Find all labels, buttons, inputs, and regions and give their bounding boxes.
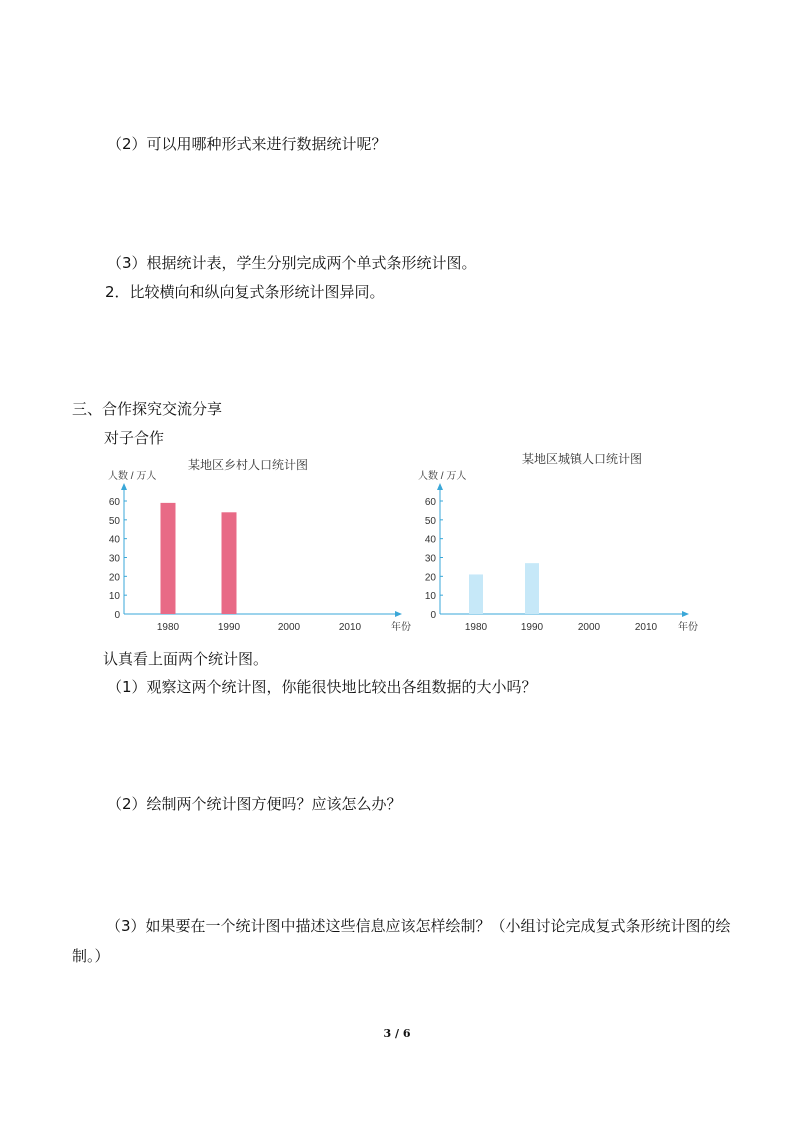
chart-title: 某地区城镇人口统计图: [521, 452, 643, 466]
y-tick-label: 50: [424, 515, 436, 527]
y-tick-label: 0: [114, 610, 120, 621]
y-axis-label: 人数 / 万人: [418, 471, 467, 482]
section-title-3: 三、合作探究交流分享: [72, 400, 223, 418]
y-tick-label: 40: [424, 534, 436, 546]
item-2: 2．比较横向和纵向复式条形统计图异同。: [105, 283, 385, 301]
urban-population-chart: [410, 445, 730, 640]
y-axis-arrow: [437, 483, 443, 490]
bar-1990: [222, 512, 237, 614]
page-number: 3 / 6: [383, 1027, 411, 1040]
x-axis-label: 年份: [391, 622, 411, 633]
x-tick-label: 2000: [577, 622, 601, 633]
bar-1990: [525, 563, 539, 614]
y-tick-label: 20: [424, 572, 436, 584]
sub-question-1: （1）观察这两个统计图，你能很快地比较出各组数据的大小吗？: [107, 678, 537, 696]
y-tick-label: 10: [108, 591, 120, 603]
y-tick-label: 20: [108, 572, 120, 584]
y-tick-label: 40: [108, 534, 120, 546]
bar-1980: [469, 574, 483, 614]
y-tick-label: 30: [424, 553, 436, 565]
question-3: （3）根据统计表，学生分别完成两个单式条形统计图。: [107, 254, 477, 272]
question-2: （2）可以用哪种形式来进行数据统计呢？: [107, 135, 387, 153]
y-tick-label: 60: [424, 497, 436, 508]
x-tick-label: 1980: [156, 622, 180, 633]
x-tick-label: 1990: [217, 622, 241, 633]
x-tick-label: 1990: [520, 622, 544, 633]
x-axis-label: 年份: [678, 622, 698, 633]
bar-1980: [161, 503, 176, 614]
x-axis-arrow: [395, 611, 402, 617]
pair-work-label: 对子合作: [104, 429, 165, 447]
y-tick-label: 30: [108, 553, 120, 565]
x-tick-label: 2010: [634, 622, 658, 633]
look-instruction: 认真看上面两个统计图。: [103, 650, 269, 668]
sub-question-3: （3）如果要在一个统计图中描述这些信息应该怎样绘制？（小组讨论完成复式条形统计图的绘制。）: [72, 917, 731, 965]
x-tick-label: 1980: [464, 622, 488, 633]
rural-population-chart: [100, 445, 420, 640]
y-tick-label: 50: [108, 515, 120, 527]
y-tick-label: 60: [108, 497, 120, 508]
x-axis-arrow: [682, 611, 689, 617]
x-tick-label: 2000: [277, 622, 301, 633]
y-axis-arrow: [121, 483, 127, 490]
y-tick-label: 0: [430, 610, 436, 621]
chart-title: 某地区乡村人口统计图: [187, 458, 309, 472]
sub-question-2: （2）绘制两个统计图方便吗？应该怎么办？: [107, 795, 402, 813]
x-tick-label: 2010: [338, 622, 362, 633]
y-axis-label: 人数 / 万人: [108, 471, 157, 482]
y-tick-label: 10: [424, 591, 436, 603]
